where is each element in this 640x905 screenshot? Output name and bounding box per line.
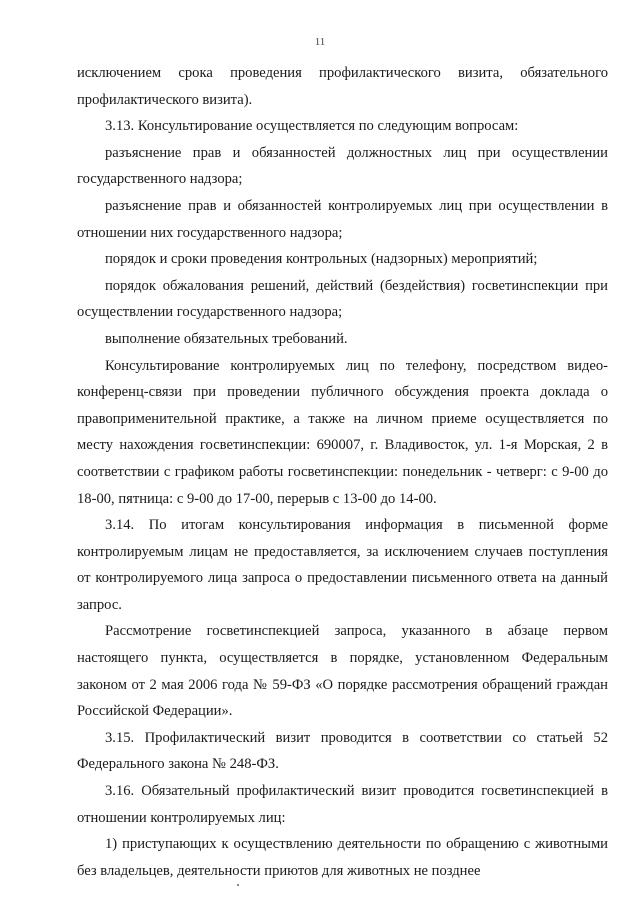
paragraph-6: порядок обжалования решений, действий (бездействия) госветинспекции при осуществлении государственного надзора;	[77, 277, 608, 321]
paragraph-12: 3.16. Обязательный профилактический визит проводится госветинспекцией в отношении контролируемых лиц:	[77, 783, 608, 826]
paragraph-2: 3.13. Консультирование осуществляется по следующим вопросам:	[105, 118, 519, 135]
paragraph-5: порядок и сроки проведения контрольных (надзорных) мероприятий;	[105, 251, 538, 268]
paragraph-11: 3.15. Профилактический визит проводится в соответствии со статьей 52 Федерального закона № 248-ФЗ.	[77, 729, 608, 773]
document-body	[77, 60, 608, 884]
paragraph-9: 3.14. По итогам консультирования информация в письменной форме контролируемым лицам не предоставляется, за исключением случаев поступления от контролируемого лица запроса о предоставлении письменного ответа на данный запрос.	[77, 517, 608, 613]
paragraph-13: 1) приступающих к осуществлению деятельности по обращению с животными без владельцев, деятельности приютов для животных не позднее	[77, 836, 608, 879]
paragraph-10: Рассмотрение госветинспекцией запроса, указанного в абзаце первом настоящего пункта, осуществляется в порядке, установленном Федеральным законом от 2 мая 2006 года № 59-ФЗ «О порядке рассмотрения обращений граждан Российской Федерации».	[77, 623, 608, 720]
page-number: 11	[314, 36, 326, 48]
paragraph-7: выполнение обязательных требований.	[105, 330, 348, 347]
scan-speck	[237, 884, 239, 886]
paragraph-4: разъяснение прав и обязанностей контролируемых лиц при осуществлении в отношении них государственного надзора;	[77, 197, 608, 241]
paragraph-1: исключением срока проведения профилактического визита, обязательного профилактического визита).	[77, 65, 608, 108]
paragraph-3: разъяснение прав и обязанностей должностных лиц при осуществлении государственного надзора;	[77, 144, 608, 188]
paragraph-8: Консультирование контролируемых лиц по телефону, посредством видео-конференц-связи при проведении публичного обсуждения проекта доклада о правоприменительной практике, а также на личном приеме осуществляется по месту нахождения госветинспекции: 690007, г. Владивосток, ул. 1-я Морская, 2 в соответствии с графиком работы госветинспекции: понедельник - четверг: с 9-00 до 18-00, пятница: с 9-00 до 17-00, перерыв с 13-00 до 14-00.	[77, 357, 608, 507]
